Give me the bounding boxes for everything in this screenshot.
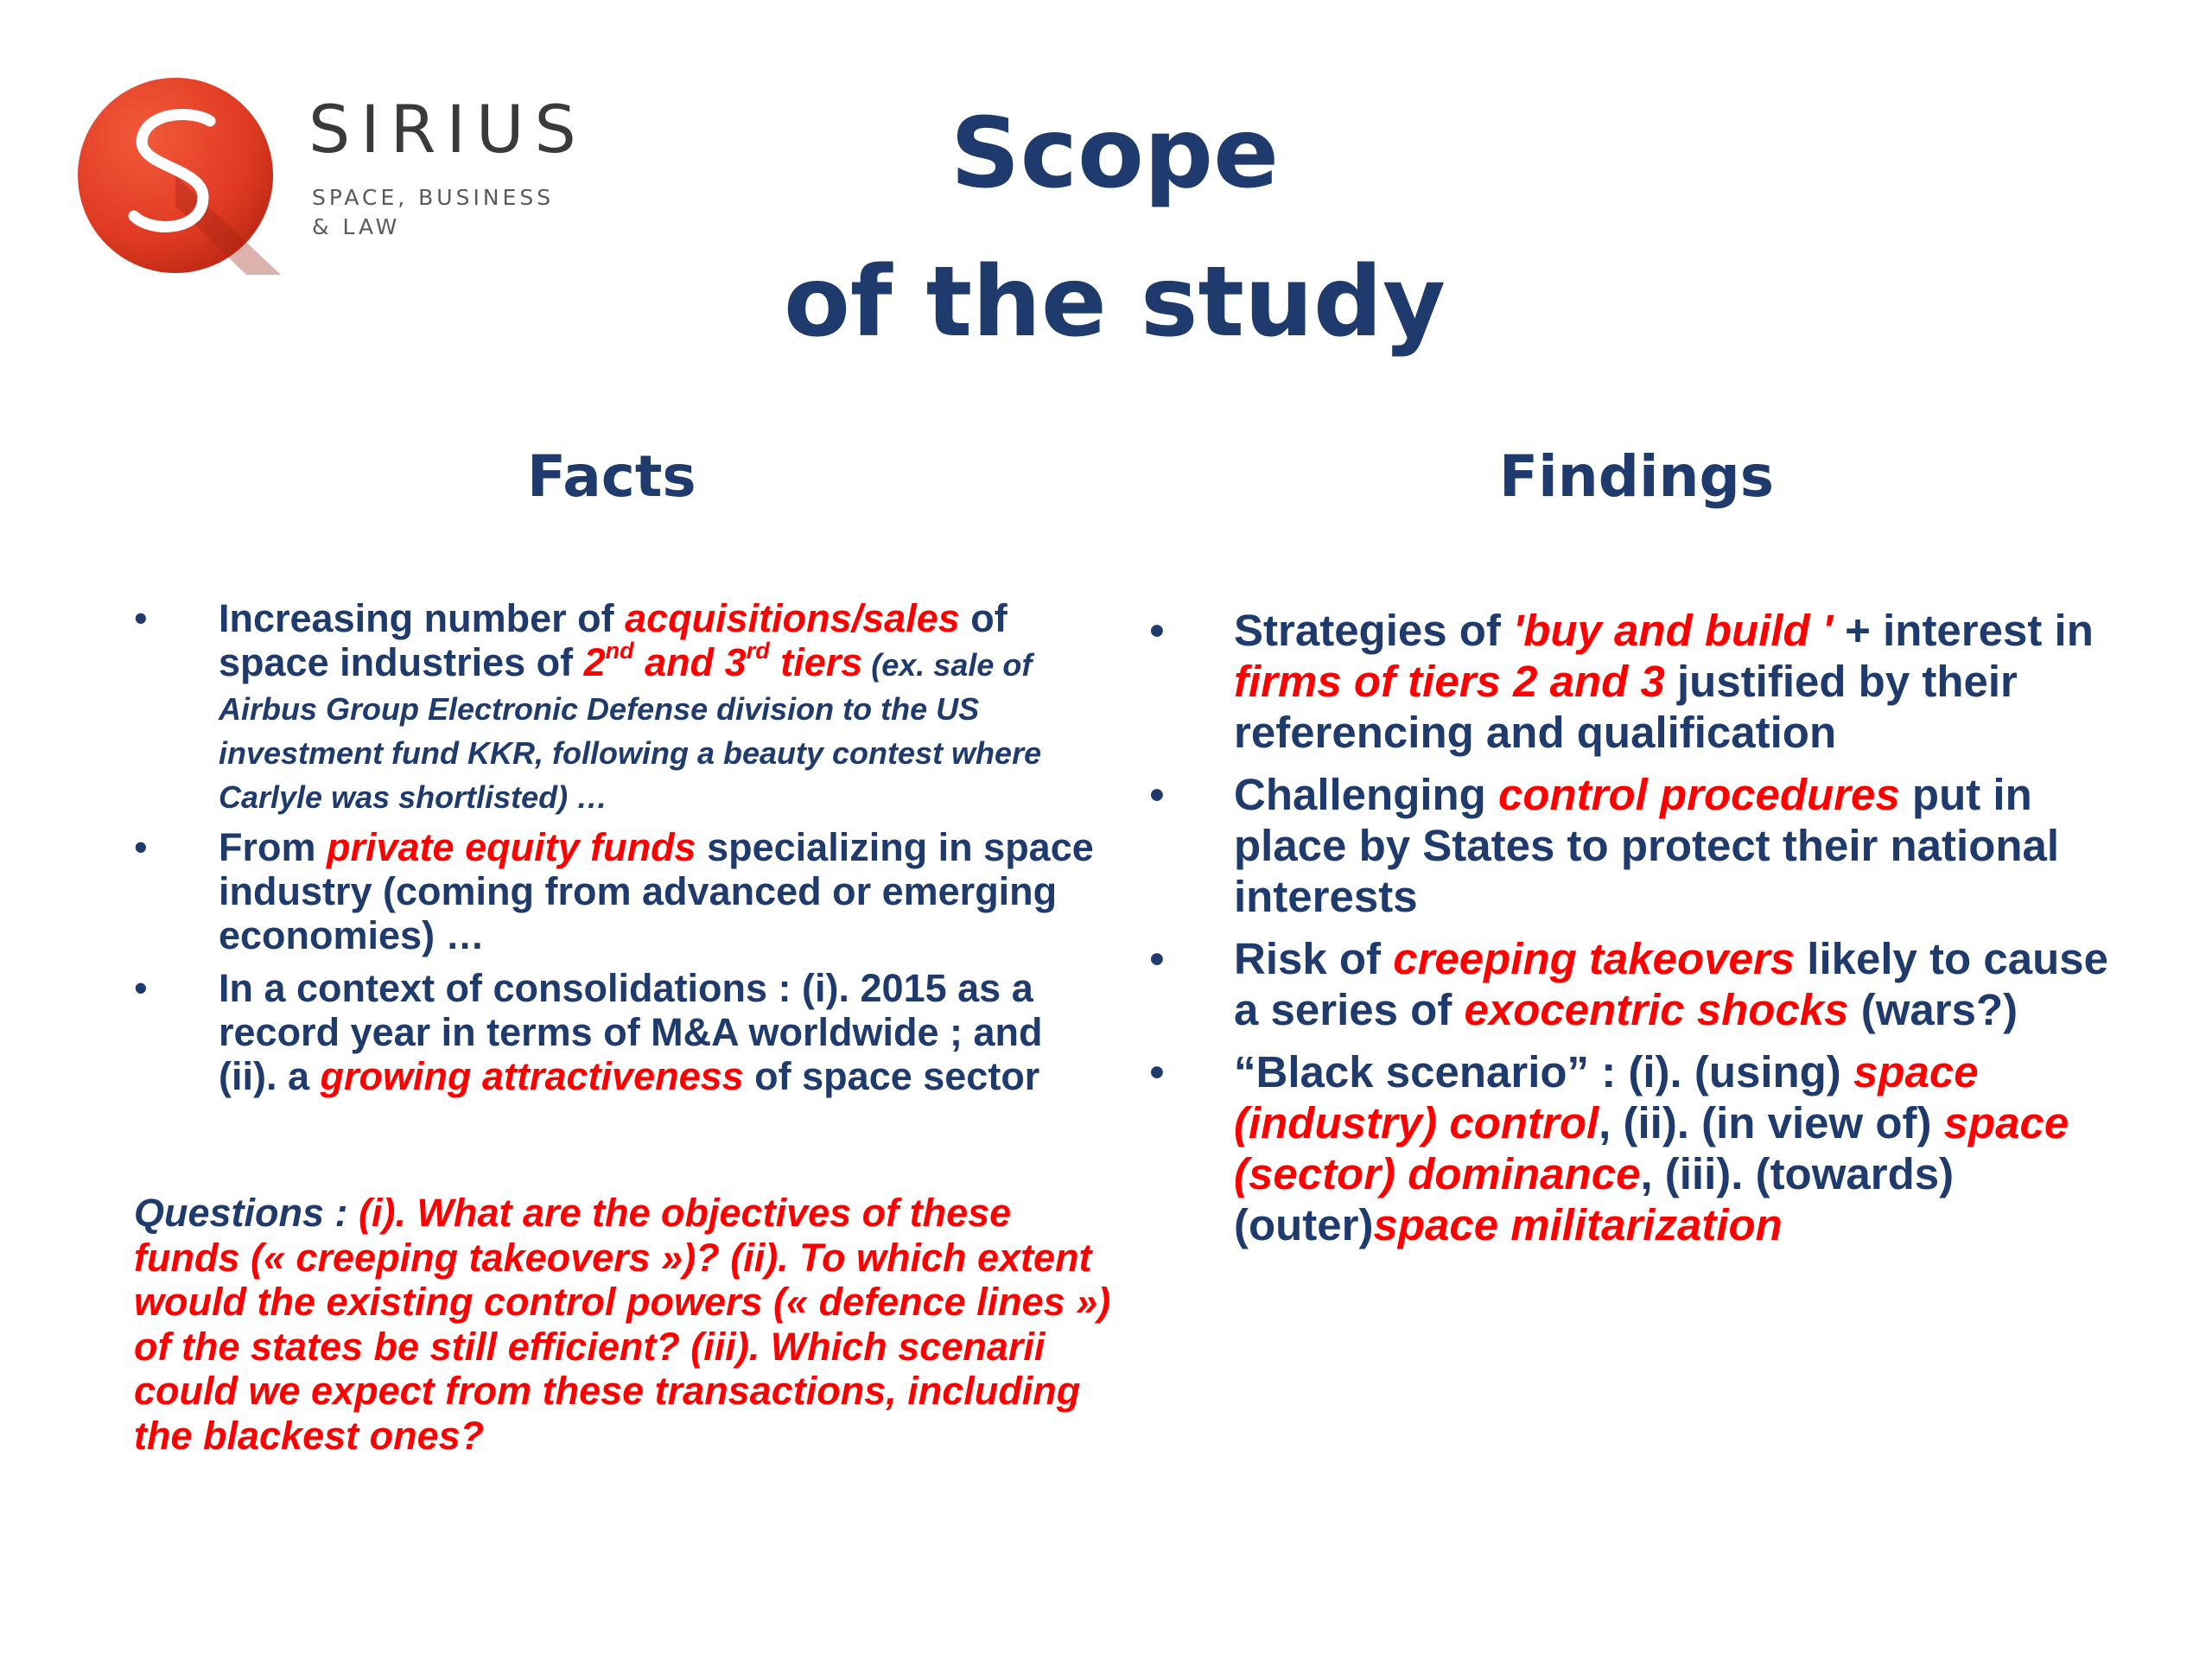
text: “Black scenario” : (i). (using) bbox=[1234, 1047, 1853, 1096]
findings-item bbox=[1149, 933, 2117, 1035]
text: From bbox=[219, 825, 327, 869]
questions-text: (i). What are the objectives of these funds (« creeping takeovers »)? (ii). To which extent would the existing control powers (« defence lines ») of the states be still efficient? (iii). Which scenarii could we expect from these transactions, including the blackest ones? bbox=[134, 1191, 1111, 1458]
bullet-icon: • bbox=[134, 596, 148, 640]
text: put in place by States to protect their national interests bbox=[1234, 770, 2060, 921]
facts-item bbox=[134, 966, 1102, 1098]
text: likely to cause a series of bbox=[1234, 934, 2108, 1034]
text: of space sector bbox=[743, 1054, 1040, 1098]
text: , (ii). (in view of) bbox=[1599, 1098, 1944, 1147]
text: Challenging bbox=[1234, 770, 1498, 819]
bullet-icon: • bbox=[1149, 1047, 1165, 1096]
bullet-icon: • bbox=[1149, 606, 1165, 655]
highlight-text: 'buy and build ' bbox=[1513, 606, 1833, 655]
questions-label: Questions : bbox=[134, 1191, 359, 1235]
highlight-part: and 3 bbox=[633, 640, 747, 684]
highlight-text: private equity funds bbox=[327, 825, 696, 869]
text: + interest in bbox=[1833, 606, 2094, 655]
highlight-text: growing attractiveness bbox=[320, 1054, 744, 1098]
text: justified by their referencing and qualification bbox=[1234, 657, 2018, 757]
highlight-part: 2 bbox=[583, 640, 606, 684]
highlight-text: firms of tiers 2 and 3 bbox=[1234, 657, 1665, 706]
text: (wars?) bbox=[1848, 985, 2018, 1034]
facts-item bbox=[134, 596, 1102, 817]
bullet-icon: • bbox=[134, 825, 148, 869]
findings-heading: Findings bbox=[1499, 443, 1775, 510]
highlight-text: creeping takeovers bbox=[1393, 934, 1796, 983]
sirius-logo-mark-icon bbox=[73, 76, 281, 275]
text: , (iii). (towards) (outer) bbox=[1234, 1149, 1955, 1249]
questions-block bbox=[134, 1191, 1128, 1458]
highlight-text bbox=[583, 637, 863, 684]
highlight-text: exocentric shocks bbox=[1464, 985, 1849, 1034]
bullet-icon: • bbox=[134, 966, 148, 1010]
sirius-logo bbox=[73, 76, 609, 275]
logo-tagline-line2: & LAW bbox=[312, 214, 401, 239]
highlight-text: space militarization bbox=[1373, 1200, 1783, 1249]
bullet-icon: • bbox=[1149, 934, 1165, 983]
bullet-icon: • bbox=[1149, 770, 1165, 819]
highlight-text: acquisitions/sales bbox=[625, 596, 960, 640]
logo-name: SIRIUS bbox=[308, 91, 587, 168]
text: Increasing number of bbox=[219, 596, 626, 640]
facts-heading: Facts bbox=[527, 443, 696, 510]
ordinal-suffix: rd bbox=[746, 637, 770, 664]
highlight-text: space (sector) dominance bbox=[1234, 1098, 2069, 1198]
slide-title bbox=[674, 79, 1555, 377]
findings-item bbox=[1149, 605, 2117, 758]
text: Strategies of bbox=[1234, 606, 1514, 655]
highlight-part: tiers bbox=[769, 640, 863, 684]
text: of space industries of bbox=[219, 596, 1007, 684]
facts-list bbox=[134, 596, 1102, 1107]
findings-item bbox=[1149, 1046, 2117, 1250]
logo-tagline bbox=[312, 183, 554, 242]
highlight-text: control procedures bbox=[1498, 770, 1900, 819]
slide-title-line2: of the study bbox=[783, 246, 1446, 359]
slide-title-line1: Scope bbox=[950, 98, 1280, 210]
text: In a context of consolidations : (i). 2015 as a record year in terms of M&A worldwide ; and (ii). a bbox=[219, 966, 1043, 1098]
logo-tagline-line1: SPACE, BUSINESS bbox=[312, 185, 555, 210]
facts-item bbox=[134, 825, 1102, 957]
highlight-text: space (industry) control bbox=[1234, 1047, 1979, 1147]
findings-item bbox=[1149, 769, 2117, 922]
example-note: (ex. sale of Airbus Group Electronic Defense division to the US investment fund KKR, following a beauty contest where Carlyle was shortlisted) … bbox=[219, 647, 1042, 815]
text: specializing in space industry (coming from advanced or emerging economies) … bbox=[219, 825, 1094, 957]
text: Risk of bbox=[1234, 934, 1394, 983]
ordinal-suffix: nd bbox=[605, 637, 634, 664]
findings-list bbox=[1149, 605, 2117, 1262]
